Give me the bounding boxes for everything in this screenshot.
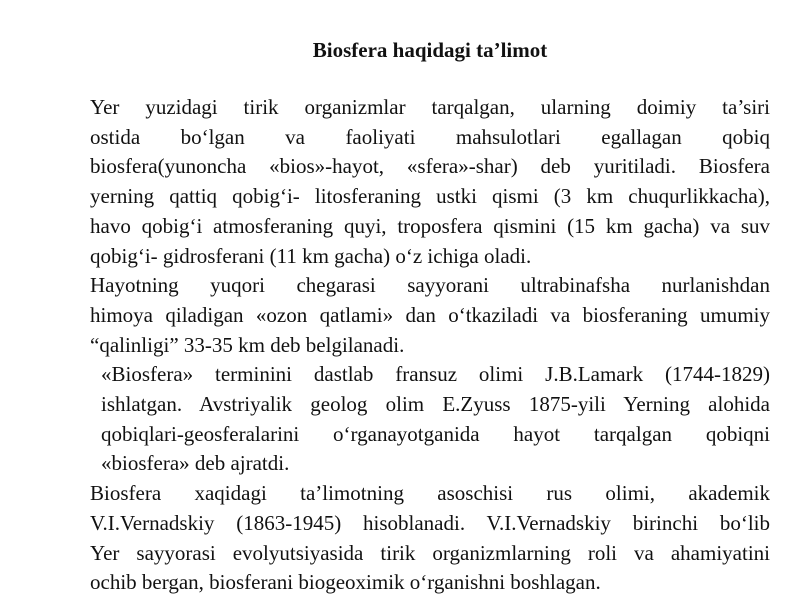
text-line: qobiqlari-geosferalarini o‘rganayotganida hayot tarqalgan qobiqni (101, 421, 770, 446)
paragraph-2 (43, 271, 770, 360)
text-line: havo qobig‘i atmosferaning quyi, troposfera qismini (15 km gacha) va suv (90, 213, 770, 238)
text-line: qobig‘i- gidrosferani (11 km gacha) o‘z ichiga oladi. (90, 243, 532, 268)
text-line: “qalinligi” 33-35 km deb belgilanadi. (90, 332, 405, 357)
text-line: yerning qattiq qobig‘i- litosferaning ustki qismi (3 km chuqurlikkacha), (90, 184, 770, 209)
text-line: ishlatgan. Avstriyalik geolog olim E.Zyuss 1875-yili Yerning alohida (101, 392, 770, 417)
document-body (43, 93, 770, 598)
text-line: ochib bergan, biosferani biogeoximik o‘rganishni boshlagan. (90, 570, 601, 595)
text-line: Yer yuzidagi tirik organizmlar tarqalgan, ularning doimiy ta’siri (90, 95, 770, 119)
text-line: Hayotning yuqori chegarasi sayyorani ultrabinafsha nurlanishdan (90, 273, 770, 298)
paragraph-4 (43, 479, 770, 598)
text-line: ostida bo‘lgan va faoliyati mahsulotlari egallagan qobiq (90, 124, 770, 149)
text-line: «Biosfera» terminini dastlab fransuz olimi J.B.Lamark (1744-1829) (101, 362, 770, 387)
paragraph-3 (43, 360, 770, 479)
text-line: himoya qiladigan «ozon qatlami» dan o‘tkaziladi va biosferaning umumiy (90, 302, 770, 327)
paragraph-1 (43, 93, 770, 271)
text-line: biosfera(yunoncha «bios»-hayot, «sfera»-shar) deb yuritiladi. Biosfera (90, 154, 770, 179)
text-line: «biosfera» deb ajratdi. (101, 451, 290, 476)
text-line: Yer sayyorasi evolyutsiyasida tirik organizmlarning roli va ahamiyatini (90, 540, 770, 565)
document-title: Biosfera haqidagi ta’limot (312, 38, 548, 62)
text-line: V.I.Vernadskiy (1863-1945) hisoblanadi. V.I.Vernadskiy birinchi bo‘lib (90, 510, 770, 535)
text-line: Biosfera xaqidagi ta’limotning asoschisi rus olimi, akademik (90, 481, 770, 506)
